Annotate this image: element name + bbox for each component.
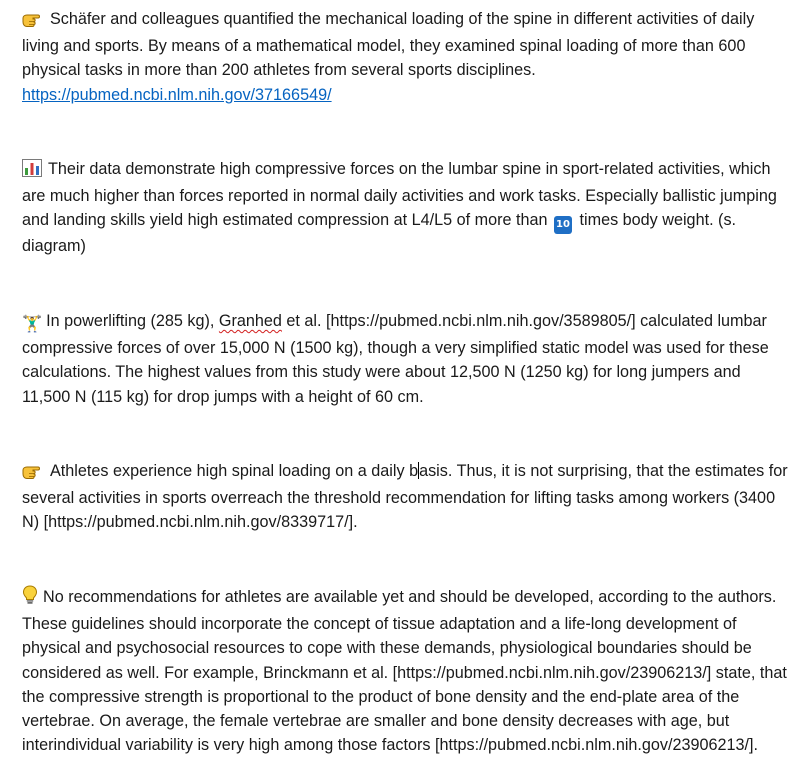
paragraph-compressive-forces	[22, 157, 790, 259]
pubmed-link[interactable]: https://pubmed.ncbi.nlm.nih.gov/37166549/	[22, 85, 332, 104]
pointing-hand-icon	[22, 462, 44, 486]
paragraph-text-end: et al. [https://pubmed.ncbi.nlm.nih.gov/3589805/] calculated lumbar compressive forces of over 15,000 N (1500 kg), though a very simplified static model was used for these calculations. The highest values from this study were about 12,500 N (1250 kg) for long jumpers and 11,500 N (115 kg) for drop jumps with a height of 60 cm.	[22, 312, 769, 406]
paragraph-recommendations	[22, 585, 790, 757]
paragraph-text: No recommendations for athletes are available yet and should be developed, according to the authors. These guidelines should incorporate the concept of tissue adaptation and a life-long development of physical and psychosocial resources to cope with these demands, physiological boundaries should be considered as well. For example, Brinckmann et al. [https://pubmed.ncbi.nlm.nih.gov/23906213/] state, that the compressive strength is proportional to the product of bone density and the end-plate area of the vertebrae. On average, the female vertebrae are smaller and bone density decreases with age, but interindividual variability is very high among those factors [https://pubmed.ncbi.nlm.nih.gov/23906213/].	[22, 588, 787, 755]
paragraph-daily-loading	[22, 459, 790, 535]
paragraph-text: Schäfer and colleagues quantified the mechanical loading of the spine in different activities of daily living and sports. By means of a mathematical model, they examined spinal loading of more than 600 physical tasks in more than 200 athletes from several sports disciplines.	[22, 10, 755, 80]
weightlifter-icon: 🏋️‍♂	[22, 314, 43, 333]
bar-chart-icon	[22, 159, 42, 184]
light-bulb-icon	[22, 585, 38, 612]
keycap-ten-icon: 10	[554, 216, 572, 234]
paragraph-text: Their data demonstrate high compressive forces on the lumbar spine in sport-related activities, which are much higher than forces reported in normal daily activities and work tasks. Especially ballistic jumping and landing skills yield high estimated compression at L4/L5 of more than	[22, 160, 777, 230]
paragraph-study-intro	[22, 7, 790, 107]
paragraph-text: In powerlifting (285 kg),	[46, 312, 215, 330]
paragraph-powerlifting	[22, 309, 790, 409]
paragraph-text: Athletes experience high spinal loading on a daily b	[50, 462, 419, 480]
spellcheck-flagged-word[interactable]: Granhed	[218, 312, 282, 330]
pointing-hand-icon	[22, 10, 44, 34]
paragraph-text-end: asis. Thus, it is not surprising, that the estimates for several activities in sports overreach the threshold recommendation for lifting tasks among workers (3400 N) [https://pubmed.ncbi.nlm.nih.gov/8339717/].	[22, 462, 788, 532]
paragraph-text-end: times body weight. (s. diagram)	[22, 211, 737, 256]
